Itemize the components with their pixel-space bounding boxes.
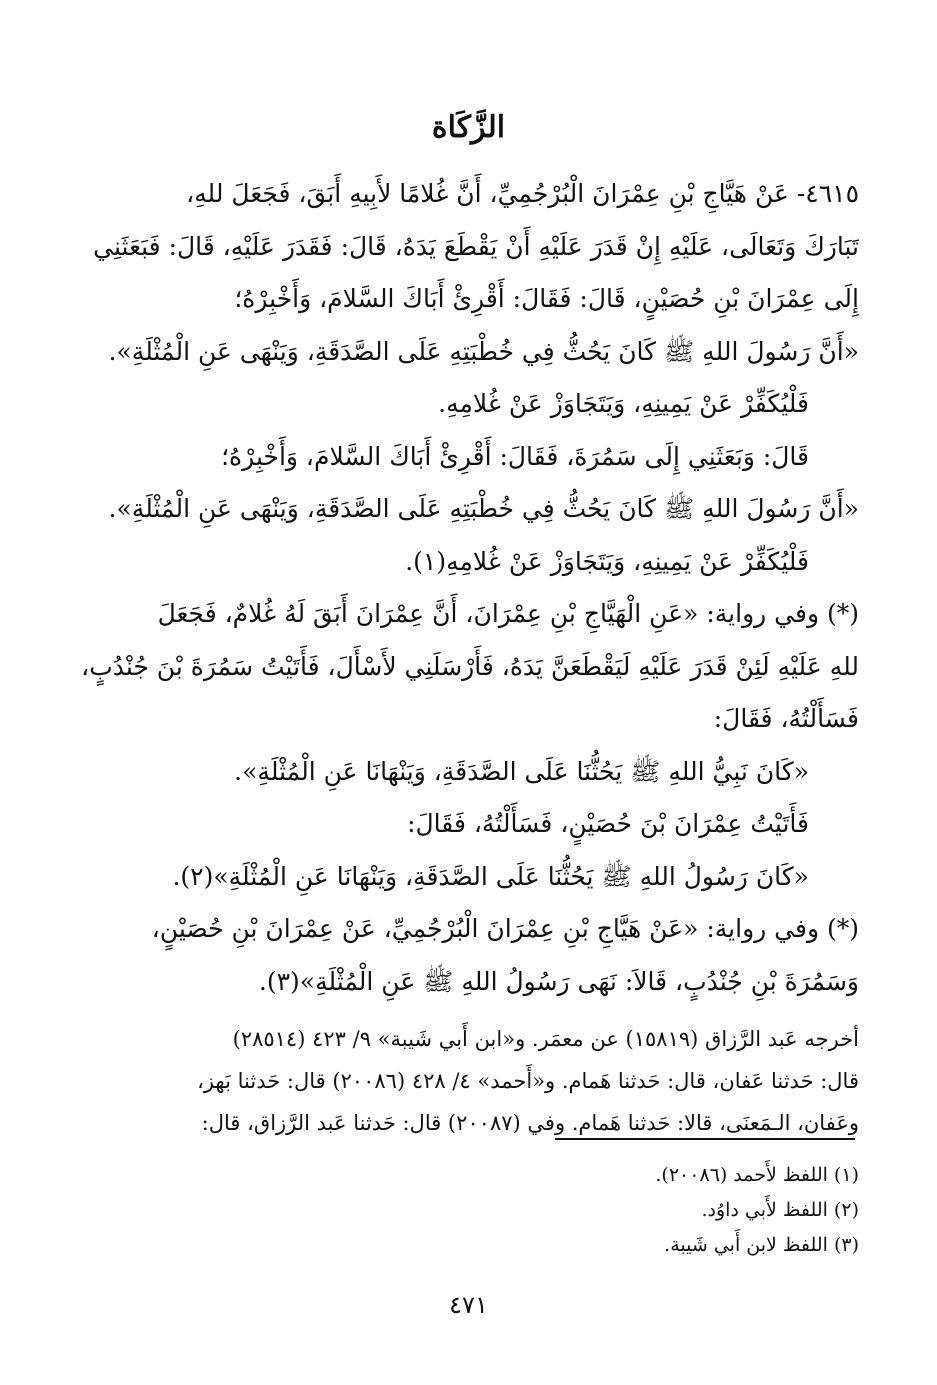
hadith-line: (*) وفي رواية: «عَنْ هَيَّاجِ بْنِ عِمْرَانَ الْبُرْجُمِيِّ، عَنْ عِمْرَانَ بْنِ حُصَيْنٍ، — [151, 914, 859, 943]
hadith-line: «كَانَ رَسُولُ اللهِ ﷺ يَحُثُّنَا عَلَى الصَّدَقَةِ، وَيَنْهَانَا عَنِ الْمُثْلَةِ»(٢). — [172, 861, 809, 891]
chapter-title: الزَّكَاة — [431, 110, 506, 145]
hadith-line: فَلْيُكَفِّرْ عَنْ يَمِينِهِ، وَيَتَجَاوَزْ عَنْ غُلامِهِ. — [438, 389, 809, 418]
source-line: وعَفان، الـمَعنَى، قالا: حَدثنا هَمام. وفي (٢٠٠٨٧) قال: حَدثنا عَبد الرَّزاق، قال: — [201, 1111, 859, 1135]
hadith-line: إِلَى عِمْرَانَ بْنِ حُصَيْنٍ، قَالَ: فَقَالَ: أَقْرِئْ أَبَاكَ السَّلامَ، وَأَخْبِرْهُ؛ — [234, 284, 859, 313]
footnote: (٢) اللفظ لأَبي داوُد. — [701, 1199, 859, 1221]
hadith-line: فَأَتَيْتُ عِمْرَانَ بْنَ حُصَيْنٍ، فَسَأَلْتُهُ، فَقَالَ: — [407, 809, 809, 838]
page-number: ٤٧١ — [449, 1291, 488, 1319]
source-line: أخرجه عَبد الرَّزاق (١٥٨١٩) عن معمَر. و«ابن أَبي شَيبة» ٩/ ٤٢٣ (٢٨٥١٤) — [232, 1027, 859, 1051]
footnote-divider — [555, 1138, 855, 1140]
hadith-line: ٤٦١٥- عَنْ هَيَّاجِ بْنِ عِمْرَانَ الْبُرْجُمِيِّ، أَنَّ غُلامًا لأَبِيهِ أَبَقَ، فَجَعَلَ للهِ، — [186, 179, 859, 208]
hadith-line: تَبَارَكَ وَتَعَالَى، عَلَيْهِ إِنْ قَدَرَ عَلَيْهِ أَنْ يَقْطَعَ يَدَهُ، قَالَ: فَقَدَرَ عَلَيْهِ، قَالَ: فَبَعَثَنِي — [93, 231, 859, 261]
hadith-line: (*) وفي رواية: «عَنِ الْهَيَّاجِ بْنِ عِمْرَانَ، أَنَّ عِمْرَانَ أَبَقَ لَهُ غُلامٌ، فَجَعَلَ — [157, 599, 859, 628]
footnote: (٣) اللفظ لابن أَبي شَيبة. — [664, 1234, 859, 1256]
hadith-line: فَسَأَلْتُهُ، فَقَالَ: — [713, 704, 859, 733]
footnote: (١) اللفظ لأَحمد (٢٠٠٨٦). — [655, 1164, 859, 1186]
hadith-line: فَلْيُكَفِّرْ عَنْ يَمِينِهِ، وَيَتَجَاوَزْ عَنْ غُلامِهِ(١). — [405, 546, 809, 576]
hadith-line: «كَانَ نَبِيُّ اللهِ ﷺ يَحُثُّنَا عَلَى الصَّدَقَةِ، وَيَنْهَانَا عَنِ الْمُثْلَةِ». — [234, 756, 809, 786]
footnotes — [79, 1158, 859, 1263]
hadith-line: قَالَ: وَبَعَثَنِي إِلَى سَمُرَةَ، فَقَالَ: أَقْرِئْ أَبَاكَ السَّلامَ، وَأَخْبِرْهُ؛ — [221, 441, 809, 471]
hadith-line: وَسَمُرَةَ بْنِ جُنْدُبٍ، قَالاَ: نَهَى رَسُولُ اللهِ ﷺ عَنِ الْمُثْلَةِ»(٣). — [258, 966, 859, 996]
source-line: قال: حَدثنا عَفان، قال: حَدثنا هَمام. و«أَحمد» ٤/ ٤٢٨ (٢٠٠٨٦) قال: حَدثنا بَهز، — [197, 1069, 859, 1093]
hadith-line: للهِ عَلَيْهِ لَئِنْ قَدَرَ عَلَيْهِ لَيَقْطَعَنَّ يَدَهُ، فَأَرْسَلَنِي لأَسْأَلَ، فَأَتَيْتُ سَمُرَةَ بْنَ جُنْدُبٍ، — [81, 651, 859, 681]
hadith-line: «أَنَّ رَسُولَ اللهِ ﷺ كَانَ يَحُثُّ فِي خُطْبَتِهِ عَلَى الصَّدَقَةِ، وَيَنْهَى عَنِ الْمُثْلَةِ». — [108, 494, 859, 523]
hadith-line: «أَنَّ رَسُولَ اللهِ ﷺ كَانَ يَحُثُّ فِي خُطْبَتِهِ عَلَى الصَّدَقَةِ، وَيَنْهَى عَنِ الْمُثْلَةِ». — [108, 336, 859, 366]
hadith-text — [79, 168, 859, 1144]
